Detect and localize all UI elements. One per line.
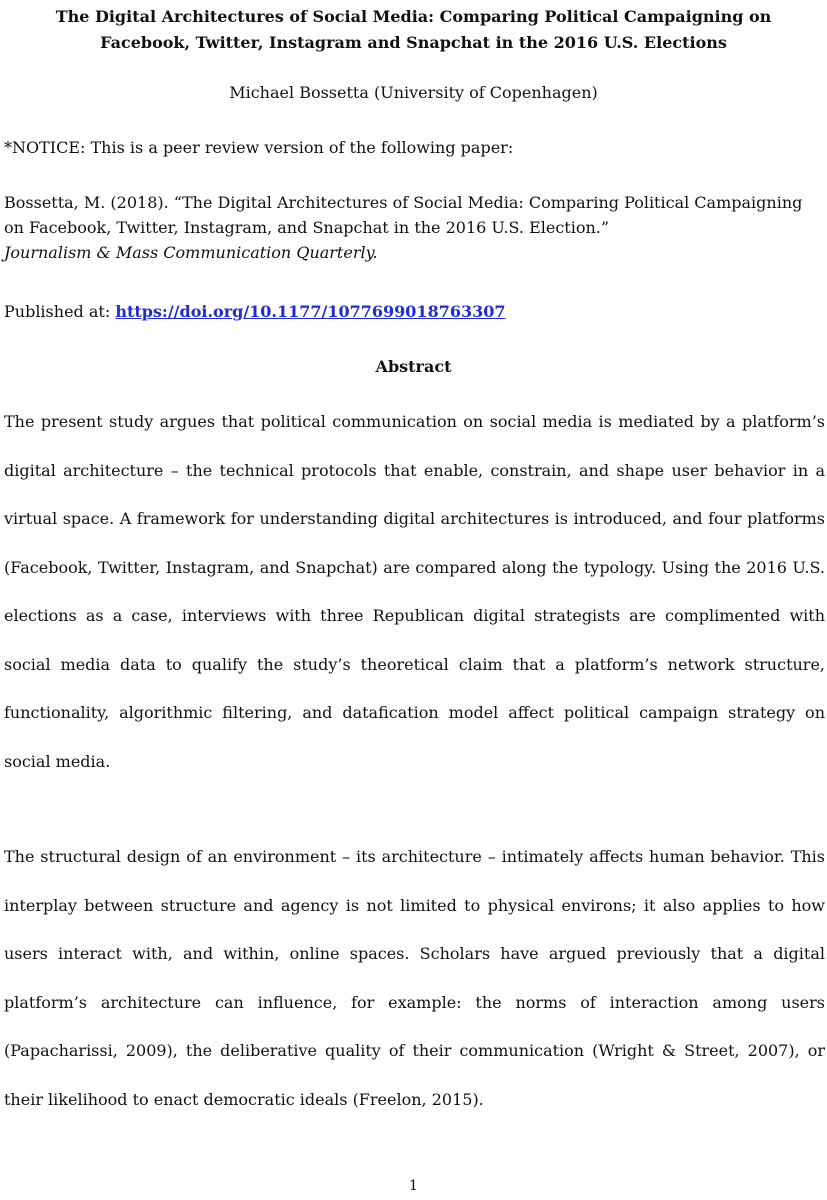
abstract-paragraph: The present study argues that political communication on social media is mediated by a platform’s digital architecture – the technical protocols that enable, constrain, and shape user behavior in a virtual space. A framework for understanding digital architectures is introduced, and four platforms (Facebook, Twitter, Instagram, and Snapchat) are compared along the typology. Using the 2016 U.S. elections as a case, interviews with three Republican digital strategists are complimented with social media data to qualify the study’s theoretical claim that a platform’s network structure, functionality, algorithmic filtering, and datafication model affect political campaign strategy on social media.: [4, 412, 825, 771]
intro-paragraph: The structural design of an environment – its architecture – intimately affects human behavior. This interplay between structure and agency is not limited to physical environs; it also applies to how users interact with, and within, online spaces. Scholars have argued previously that a digital platform’s architecture can influence, for example: the norms of interaction among users (Papacharissi, 2009), the deliberative quality of their communication (Wright & Street, 2007), or their likelihood to enact democratic ideals (Freelon, 2015).: [4, 847, 825, 1109]
published-label: Published at:: [4, 302, 111, 321]
citation-text: Bossetta, M. (2018). “The Digital Architectures of Social Media: Comparing Political Campaigning on Facebook, Twitter, Instagram, and Snapchat in the 2016 U.S. Election.”: [4, 193, 803, 237]
peer-review-notice: *NOTICE: This is a peer review version of the following paper:: [4, 138, 514, 157]
author-line: Michael Bossetta (University of Copenhagen): [229, 83, 598, 102]
paper-title: The Digital Architectures of Social Media: Comparing Political Campaigning on Facebook, Twitter, Instagram and Snapchat in the 2016 U.S. Elections: [55, 7, 772, 52]
citation: [4, 190, 819, 265]
published-line: [4, 299, 506, 325]
doi-link[interactable]: https://doi.org/10.1177/1077699018763307: [115, 302, 506, 321]
page-number: 1: [409, 1178, 418, 1194]
abstract-heading: Abstract: [375, 357, 452, 376]
citation-journal: Journalism & Mass Communication Quarterly.: [4, 243, 378, 262]
